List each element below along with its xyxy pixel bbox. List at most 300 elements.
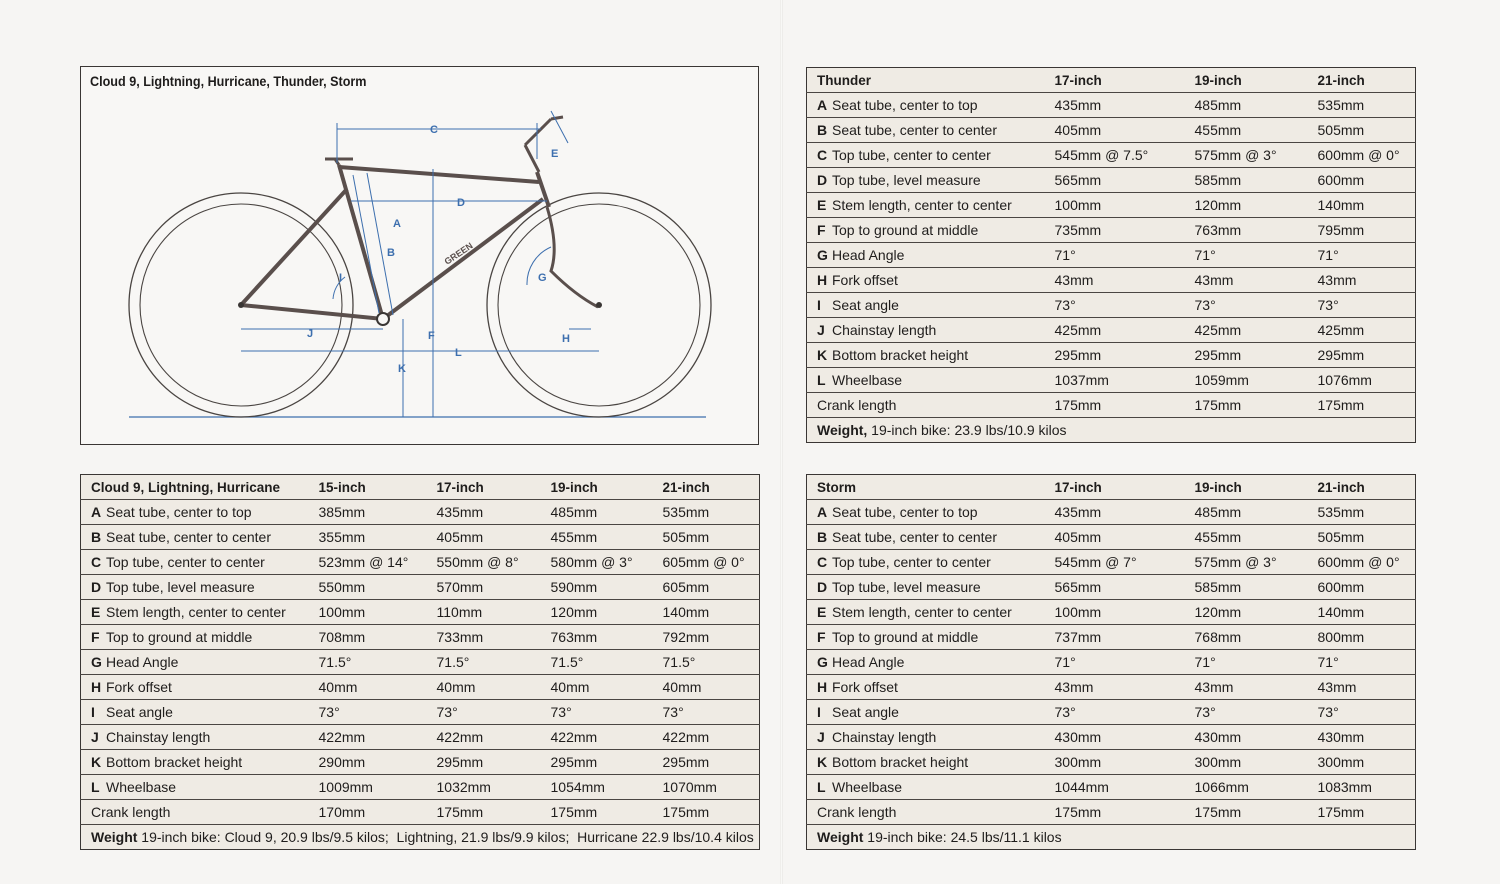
table-row	[81, 750, 760, 775]
dimension-letter: C	[817, 147, 828, 163]
dimension-name: Chainstay length	[832, 322, 937, 338]
table-row	[807, 650, 1416, 675]
weight-label: Weight,	[817, 422, 868, 438]
dimension-lines	[241, 111, 599, 417]
dimension-name: Top tube, level measure	[106, 579, 255, 595]
cloud-header-row	[81, 475, 760, 500]
dimension-name-cell	[81, 650, 309, 675]
table-row	[807, 500, 1416, 525]
dimension-name-cell	[807, 293, 1045, 318]
dimension-name: Seat tube, center to center	[832, 122, 997, 138]
dimension-letter: E	[91, 604, 101, 620]
value-cell: 600mm	[1308, 168, 1416, 193]
dimension-name: Seat angle	[832, 297, 899, 313]
value-cell: 505mm	[653, 525, 760, 550]
dimension-name-cell	[81, 675, 309, 700]
dimension-name-cell	[807, 318, 1045, 343]
dimension-name-cell	[807, 368, 1045, 393]
dim-label-h: H	[562, 333, 570, 345]
value-cell: 550mm @ 8°	[427, 550, 541, 575]
dimension-name: Top tube, center to center	[106, 554, 265, 570]
dimension-letter: H	[91, 679, 102, 695]
value-cell: 1076mm	[1308, 368, 1416, 393]
dimension-name: Head Angle	[832, 654, 905, 670]
dimension-name-cell	[807, 243, 1045, 268]
dimension-name-cell	[81, 800, 309, 825]
value-cell: 71.5°	[653, 650, 760, 675]
weight-row	[807, 418, 1416, 443]
value-cell: 455mm	[541, 525, 653, 550]
value-cell: 763mm	[541, 625, 653, 650]
table-row	[807, 268, 1416, 293]
value-cell: 600mm	[1308, 575, 1416, 600]
value-cell: 73°	[1185, 700, 1308, 725]
value-cell: 175mm	[1185, 800, 1308, 825]
dimension-letter: D	[817, 172, 828, 188]
dimension-name: Wheelbase	[832, 372, 903, 388]
dimension-name: Seat tube, center to center	[832, 529, 997, 545]
storm-spec-table	[806, 474, 1416, 850]
table-row	[807, 243, 1416, 268]
value-cell: 40mm	[653, 675, 760, 700]
value-cell: 175mm	[1185, 393, 1308, 418]
dimension-name: Top to ground at middle	[832, 222, 979, 238]
storm-header-row	[807, 475, 1416, 500]
value-cell: 425mm	[1045, 318, 1185, 343]
value-cell: 737mm	[1045, 625, 1185, 650]
dimension-name: Top tube, level measure	[832, 172, 981, 188]
value-cell: 295mm	[541, 750, 653, 775]
value-cell: 1009mm	[309, 775, 427, 800]
value-cell: 71°	[1185, 243, 1308, 268]
dimension-name-cell	[807, 118, 1045, 143]
value-cell: 43mm	[1045, 675, 1185, 700]
dimension-name-cell	[807, 393, 1045, 418]
value-cell: 295mm	[427, 750, 541, 775]
value-cell: 71°	[1045, 650, 1185, 675]
dimension-name-cell	[807, 625, 1045, 650]
dimension-name-cell	[81, 550, 309, 575]
dimension-name-cell	[807, 193, 1045, 218]
value-cell: 140mm	[1308, 600, 1416, 625]
value-cell: 550mm	[309, 575, 427, 600]
value-cell: 422mm	[309, 725, 427, 750]
table-row	[807, 525, 1416, 550]
stem-and-bars	[525, 117, 563, 172]
value-cell: 73°	[427, 700, 541, 725]
dimension-name: Seat angle	[832, 704, 899, 720]
value-cell: 565mm	[1045, 168, 1185, 193]
model-name: Thunder	[807, 68, 1045, 93]
value-cell: 1037mm	[1045, 368, 1185, 393]
size-header: 17-inch	[1045, 475, 1185, 500]
dimension-letter: F	[817, 222, 826, 238]
dimension-letter: K	[91, 754, 102, 770]
value-cell: 600mm @ 0°	[1308, 143, 1416, 168]
bike-frame	[241, 165, 549, 319]
value-cell: 523mm @ 14°	[309, 550, 427, 575]
dimension-name-cell	[807, 775, 1045, 800]
dim-label-b: B	[387, 247, 395, 259]
value-cell: 73°	[1045, 700, 1185, 725]
dimension-name-cell	[807, 93, 1045, 118]
seatpost	[325, 159, 353, 165]
table-row	[807, 625, 1416, 650]
dimension-name: Head Angle	[832, 247, 905, 263]
dimension-letter: K	[817, 754, 828, 770]
table-row	[807, 293, 1416, 318]
table-row	[807, 675, 1416, 700]
model-name: Cloud 9, Lightning, Hurricane	[81, 475, 309, 500]
dimension-name-cell	[81, 625, 309, 650]
dimension-name: Crank length	[817, 397, 897, 413]
weight-label: Weight	[817, 829, 864, 845]
size-header: 15-inch	[309, 475, 427, 500]
table-row	[807, 725, 1416, 750]
dimension-letter: I	[91, 704, 95, 720]
value-cell: 435mm	[427, 500, 541, 525]
value-cell: 425mm	[1185, 318, 1308, 343]
dimension-letter: B	[817, 122, 828, 138]
dimension-name-cell	[81, 750, 309, 775]
weight-text: 19-inch bike: Cloud 9, 20.9 lbs/9.5 kilos; Lightning, 21.9 lbs/9.9 kilos; Hurricane 22.9 lbs/10.4 kilos	[137, 829, 754, 845]
weight-cell	[81, 825, 760, 850]
size-header: 21-inch	[1308, 68, 1416, 93]
dimension-name: Fork offset	[832, 679, 898, 695]
dimension-name-cell	[81, 775, 309, 800]
dimension-name: Stem length, center to center	[832, 197, 1012, 213]
value-cell: 120mm	[1185, 600, 1308, 625]
dimension-letter: H	[817, 272, 828, 288]
value-cell: 43mm	[1185, 268, 1308, 293]
table-row	[807, 775, 1416, 800]
dimension-name-cell	[807, 575, 1045, 600]
dimension-name-cell	[807, 268, 1045, 293]
dimension-letter: J	[817, 322, 825, 338]
dim-label-e: E	[551, 148, 559, 160]
dim-label-c: C	[430, 124, 438, 136]
table-row	[807, 193, 1416, 218]
table-row	[807, 550, 1416, 575]
dimension-name-cell	[807, 700, 1045, 725]
dimension-letter: C	[91, 554, 102, 570]
value-cell: 73°	[1185, 293, 1308, 318]
value-cell: 545mm @ 7°	[1045, 550, 1185, 575]
table-row	[807, 393, 1416, 418]
dimension-letter: A	[91, 504, 102, 520]
value-cell: 575mm @ 3°	[1185, 550, 1308, 575]
value-cell: 40mm	[427, 675, 541, 700]
table-row	[81, 575, 760, 600]
value-cell: 40mm	[309, 675, 427, 700]
value-cell: 175mm	[1045, 393, 1185, 418]
size-header: 19-inch	[1185, 68, 1308, 93]
value-cell: 570mm	[427, 575, 541, 600]
table-row	[807, 318, 1416, 343]
value-cell: 430mm	[1185, 725, 1308, 750]
weight-text: 19-inch bike: 24.5 lbs/11.1 kilos	[863, 829, 1062, 845]
dimension-name-cell	[807, 600, 1045, 625]
table-row	[807, 575, 1416, 600]
weight-label: Weight	[91, 829, 138, 845]
dimension-letter: D	[817, 579, 828, 595]
value-cell: 605mm	[653, 575, 760, 600]
value-cell: 110mm	[427, 600, 541, 625]
value-cell: 1044mm	[1045, 775, 1185, 800]
value-cell: 535mm	[1308, 93, 1416, 118]
value-cell: 455mm	[1185, 118, 1308, 143]
dimension-name-cell	[807, 525, 1045, 550]
value-cell: 535mm	[1308, 500, 1416, 525]
dimension-name-cell	[807, 343, 1045, 368]
dimension-name: Top tube, center to center	[832, 554, 991, 570]
front-hub	[596, 302, 602, 308]
dimension-name-cell	[81, 500, 309, 525]
thunder-spec-table	[806, 67, 1416, 443]
dimension-letter: J	[817, 729, 825, 745]
value-cell: 735mm	[1045, 218, 1185, 243]
dimension-name: Seat tube, center to top	[832, 97, 978, 113]
dimension-name-cell	[807, 500, 1045, 525]
value-cell: 100mm	[1045, 193, 1185, 218]
dim-label-g: G	[538, 272, 547, 284]
page-fold	[780, 0, 783, 884]
size-header: 21-inch	[1308, 475, 1416, 500]
dimension-letter: A	[817, 504, 828, 520]
fork	[547, 207, 598, 307]
size-header: 21-inch	[653, 475, 760, 500]
dimension-letter: I	[817, 704, 821, 720]
table-row	[807, 118, 1416, 143]
dimension-name: Wheelbase	[106, 779, 177, 795]
dimension-letter: E	[817, 197, 827, 213]
dimension-letter: D	[91, 579, 102, 595]
value-cell: 505mm	[1308, 118, 1416, 143]
dimension-letter: J	[91, 729, 99, 745]
table-row	[807, 168, 1416, 193]
value-cell: 295mm	[1045, 343, 1185, 368]
dimension-letter: I	[817, 297, 821, 313]
value-cell: 73°	[541, 700, 653, 725]
dimension-name-cell	[81, 525, 309, 550]
value-cell: 1066mm	[1185, 775, 1308, 800]
dimension-letter: G	[817, 654, 828, 670]
value-cell: 71°	[1185, 650, 1308, 675]
value-cell: 73°	[653, 700, 760, 725]
dimension-letter: K	[817, 347, 828, 363]
value-cell: 300mm	[1045, 750, 1185, 775]
value-cell: 545mm @ 7.5°	[1045, 143, 1185, 168]
dimension-name: Seat tube, center to top	[832, 504, 978, 520]
table-row	[807, 750, 1416, 775]
table-row	[81, 675, 760, 700]
dimension-name-cell	[807, 725, 1045, 750]
dimension-letter: G	[817, 247, 828, 263]
dimension-name: Crank length	[817, 804, 897, 820]
dimension-name-cell	[81, 600, 309, 625]
table-row	[807, 143, 1416, 168]
value-cell: 71.5°	[427, 650, 541, 675]
value-cell: 43mm	[1308, 268, 1416, 293]
value-cell: 733mm	[427, 625, 541, 650]
table-row	[807, 218, 1416, 243]
value-cell: 120mm	[1185, 193, 1308, 218]
value-cell: 295mm	[653, 750, 760, 775]
dim-label-f: F	[428, 330, 435, 342]
table-row	[81, 800, 760, 825]
table-row	[807, 600, 1416, 625]
dimension-name-cell	[807, 650, 1045, 675]
thunder-header-row	[807, 68, 1416, 93]
dimension-name-cell	[807, 218, 1045, 243]
dimension-name: Bottom bracket height	[832, 347, 969, 363]
dim-label-j: J	[307, 328, 314, 340]
value-cell: 455mm	[1185, 525, 1308, 550]
dimension-name: Top tube, center to center	[832, 147, 991, 163]
value-cell: 71.5°	[541, 650, 653, 675]
dimension-letter: B	[91, 529, 102, 545]
dimension-name: Crank length	[91, 804, 171, 820]
value-cell: 175mm	[1045, 800, 1185, 825]
dimension-letter: F	[817, 629, 826, 645]
dimension-letter: A	[817, 97, 828, 113]
value-cell: 435mm	[1045, 93, 1185, 118]
value-cell: 300mm	[1185, 750, 1308, 775]
dimension-letter: G	[91, 654, 102, 670]
weight-text: 19-inch bike: 23.9 lbs/10.9 kilos	[867, 422, 1067, 438]
value-cell: 1070mm	[653, 775, 760, 800]
value-cell: 795mm	[1308, 218, 1416, 243]
frame-geometry-diagram	[80, 66, 759, 445]
dim-label-i: I	[339, 272, 343, 284]
size-header: 17-inch	[427, 475, 541, 500]
value-cell: 170mm	[309, 800, 427, 825]
value-cell: 485mm	[1185, 93, 1308, 118]
value-cell: 580mm @ 3°	[541, 550, 653, 575]
value-cell: 175mm	[541, 800, 653, 825]
table-row	[807, 343, 1416, 368]
dimension-name-cell	[81, 700, 309, 725]
value-cell: 708mm	[309, 625, 427, 650]
rear-hub	[238, 302, 244, 308]
dimension-name-cell	[807, 550, 1045, 575]
dimension-letter: F	[91, 629, 100, 645]
value-cell: 422mm	[653, 725, 760, 750]
value-cell: 792mm	[653, 625, 760, 650]
value-cell: 575mm @ 3°	[1185, 143, 1308, 168]
value-cell: 430mm	[1308, 725, 1416, 750]
value-cell: 768mm	[1185, 625, 1308, 650]
bike-diagram-svg	[81, 67, 760, 446]
value-cell: 175mm	[1308, 393, 1416, 418]
dimension-letter: L	[817, 779, 826, 795]
bottom-bracket	[377, 313, 389, 325]
value-cell: 485mm	[541, 500, 653, 525]
table-row	[81, 650, 760, 675]
value-cell: 43mm	[1308, 675, 1416, 700]
table-row	[81, 500, 760, 525]
table-row	[81, 600, 760, 625]
value-cell: 585mm	[1185, 168, 1308, 193]
value-cell: 73°	[1308, 293, 1416, 318]
table-row	[81, 550, 760, 575]
dimension-name-cell	[807, 800, 1045, 825]
cloud9-spec-table	[80, 474, 760, 850]
table-row	[81, 525, 760, 550]
model-name: Storm	[807, 475, 1045, 500]
frame-decal: GREEN	[442, 240, 475, 267]
value-cell: 43mm	[1045, 268, 1185, 293]
value-cell: 300mm	[1308, 750, 1416, 775]
value-cell: 175mm	[653, 800, 760, 825]
dimension-name: Seat angle	[106, 704, 173, 720]
value-cell: 385mm	[309, 500, 427, 525]
value-cell: 295mm	[1308, 343, 1416, 368]
value-cell: 175mm	[1308, 800, 1416, 825]
value-cell: 140mm	[1308, 193, 1416, 218]
dimension-name: Top to ground at middle	[832, 629, 979, 645]
table-row	[807, 800, 1416, 825]
value-cell: 422mm	[541, 725, 653, 750]
value-cell: 800mm	[1308, 625, 1416, 650]
value-cell: 71.5°	[309, 650, 427, 675]
value-cell: 505mm	[1308, 525, 1416, 550]
value-cell: 565mm	[1045, 575, 1185, 600]
value-cell: 405mm	[1045, 118, 1185, 143]
dimension-letter: C	[817, 554, 828, 570]
size-header: 19-inch	[541, 475, 653, 500]
size-header: 19-inch	[1185, 475, 1308, 500]
dimension-name: Stem length, center to center	[832, 604, 1012, 620]
dimension-letter: H	[817, 679, 828, 695]
dimension-name: Seat tube, center to top	[106, 504, 252, 520]
dimension-name-cell	[807, 143, 1045, 168]
value-cell: 295mm	[1185, 343, 1308, 368]
dimension-name: Top to ground at middle	[106, 629, 253, 645]
dimension-name: Fork offset	[832, 272, 898, 288]
table-row	[81, 700, 760, 725]
dimension-name: Bottom bracket height	[106, 754, 243, 770]
dimension-name: Head Angle	[106, 654, 179, 670]
value-cell: 405mm	[427, 525, 541, 550]
value-cell: 763mm	[1185, 218, 1308, 243]
value-cell: 73°	[309, 700, 427, 725]
value-cell: 140mm	[653, 600, 760, 625]
weight-cell	[807, 825, 1416, 850]
value-cell: 100mm	[1045, 600, 1185, 625]
dimension-name: Seat tube, center to center	[106, 529, 271, 545]
value-cell: 590mm	[541, 575, 653, 600]
value-cell: 40mm	[541, 675, 653, 700]
table-row	[81, 725, 760, 750]
value-cell: 175mm	[427, 800, 541, 825]
value-cell: 290mm	[309, 750, 427, 775]
value-cell: 100mm	[309, 600, 427, 625]
value-cell: 355mm	[309, 525, 427, 550]
dimension-name: Top tube, level measure	[832, 579, 981, 595]
dimension-name: Bottom bracket height	[832, 754, 969, 770]
dim-label-a: A	[393, 218, 401, 230]
dimension-name: Chainstay length	[106, 729, 211, 745]
value-cell: 485mm	[1185, 500, 1308, 525]
value-cell: 535mm	[653, 500, 760, 525]
dimension-name: Chainstay length	[832, 729, 937, 745]
value-cell: 430mm	[1045, 725, 1185, 750]
dimension-name-cell	[81, 575, 309, 600]
dimension-letter: B	[817, 529, 828, 545]
size-header: 17-inch	[1045, 68, 1185, 93]
diagram-title: Cloud 9, Lightning, Hurricane, Thunder, Storm	[90, 73, 367, 89]
